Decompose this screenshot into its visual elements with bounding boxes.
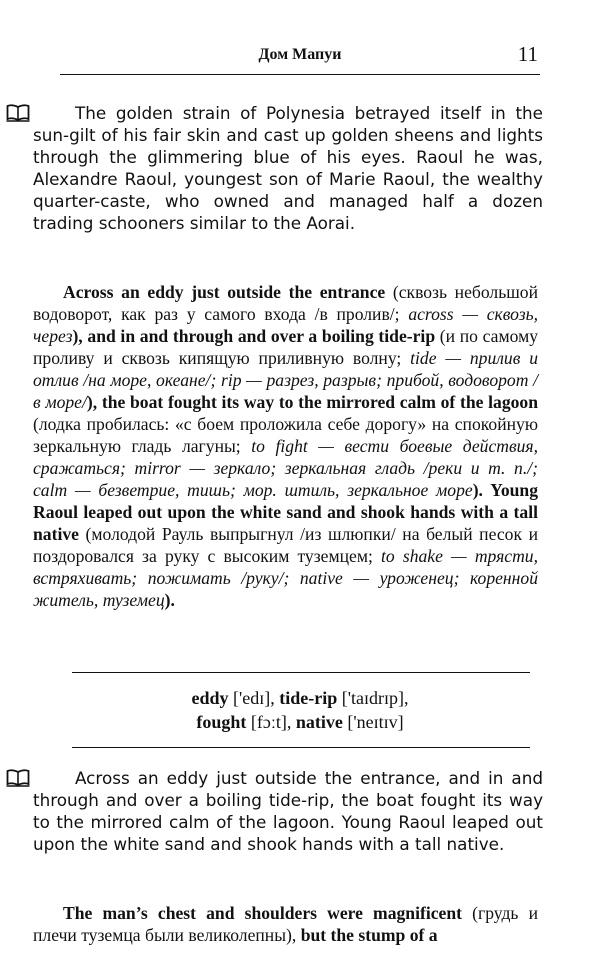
open-book-icon: [6, 104, 30, 122]
pronunciation-box: [60, 686, 540, 734]
original-paragraph-2: [33, 767, 543, 855]
text-run: (лодка пробилась: «с боем проложила себе дорогу» на спокойную зеркальную гладь лагуны;: [33, 414, 538, 456]
running-header: [60, 40, 540, 75]
annotated-paragraph-2: [33, 902, 538, 946]
text-run: (и по самому проливу и сквозь кипящую приливную волну;: [33, 326, 538, 368]
open-book-icon: [6, 769, 30, 787]
pronunciation-line-2: [60, 710, 540, 734]
page-number: 11: [517, 42, 538, 66]
text-run: fought: [196, 712, 247, 732]
pronunciation-line-1: [60, 686, 540, 710]
text-run: (грудь и плечи туземца были великолепны),: [33, 903, 538, 945]
text-run: Across an eddy just outside the entrance: [63, 282, 386, 302]
text-run: and in and through and over a boiling tide-rip: [87, 326, 436, 346]
text-run: ),: [86, 392, 102, 412]
text-run: [fɔːt],: [246, 712, 296, 732]
vocab-bottom-rule: [72, 747, 530, 748]
text-run: The man’s chest and shoulders were magnificent: [63, 903, 462, 923]
text-run: to shake — трясти, встряхивать; пожимать /руку/; native — уроженец; коренной житель, туземец: [33, 546, 538, 610]
text-run: eddy: [191, 688, 229, 708]
text-run: the boat fought its way to the mirrored calm of the lagoon: [101, 392, 539, 412]
text-run: ).: [164, 590, 175, 610]
text-run: native: [295, 712, 343, 732]
text-run: The golden strain of Polynesia betrayed itself in the sun-gilt of his fair skin and cast up golden sheens and lights through the glimmering blue of his eyes. Raoul he was, Alexandre Raoul, youngest son of Marie Raoul, the wealthy quarter-caste, who owned and managed half a dozen trading schooners similar to the Aorai.: [33, 103, 543, 233]
text-run: but the stump of a: [300, 925, 438, 945]
text-run: Young Raoul leaped out upon the white sand and shook hands with a tall native: [33, 480, 538, 544]
text-run: (молодой Рауль выпрыгнул /из шлюпки/ на белый песок и поздоровался за руку с высоким туземцем;: [33, 524, 538, 566]
text-run: ),: [72, 326, 88, 346]
annotated-paragraph-1: [33, 281, 538, 611]
text-run: ['taɪdrɪp],: [337, 688, 409, 708]
text-run: tide — прилив и отлив /на море, океане/; rip — разрез, разрыв; прибой, водоворот /в море/: [33, 348, 538, 412]
text-run: (сквозь небольшой водоворот, как раз у самого входа /в пролив/;: [33, 282, 538, 324]
text-run: ['neɪtɪv]: [342, 712, 404, 732]
text-run: tide-rip: [279, 688, 338, 708]
vocab-top-rule: [72, 672, 530, 673]
text-run: ).: [472, 480, 491, 500]
text-run: to fight — вести боевые действия, сражаться; mirror — зеркало; зеркальная гладь /реки и т. п./; calm — безветрие, тишь; мор. штиль, зеркальное море: [33, 436, 538, 500]
text-run: ['edɪ],: [228, 688, 280, 708]
text-run: Across an eddy just outside the entrance, and in and through and over a boiling tide-rip, the boat fought its way to the mirrored calm of the lagoon. Young Raoul leaped out upon the white sand and shook hands with a tall native.: [33, 768, 543, 854]
chapter-title: Дом Мапуи: [258, 46, 342, 63]
text-run: across — сквозь, через: [33, 304, 538, 346]
original-paragraph-1: [33, 102, 543, 234]
